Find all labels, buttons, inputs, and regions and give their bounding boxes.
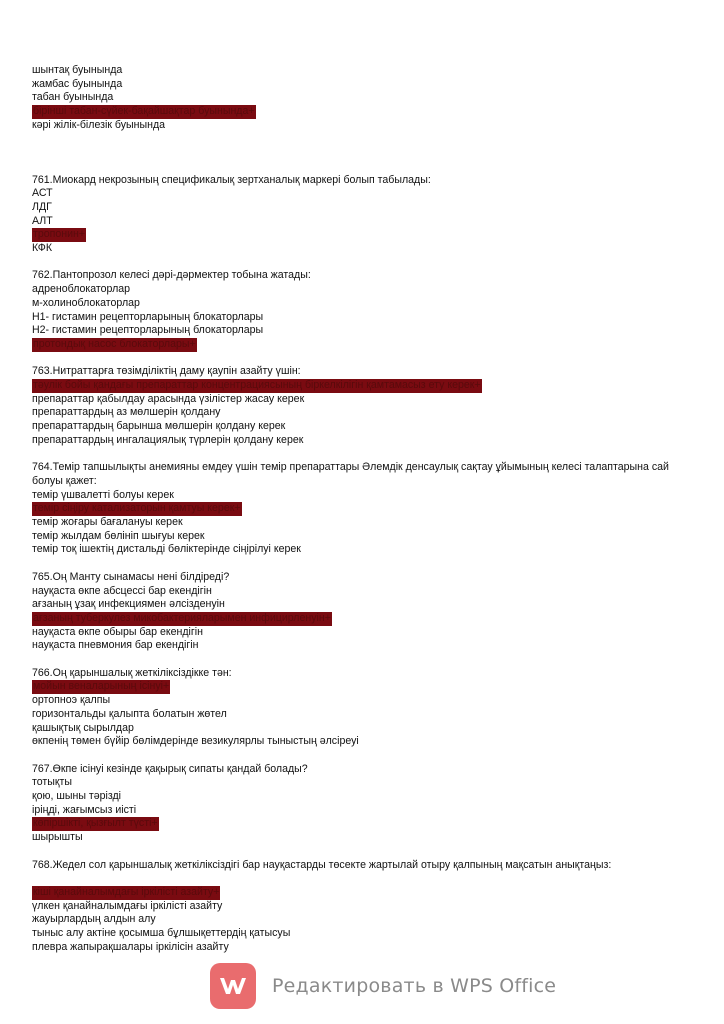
correct-answer-highlight: кіші қанайналымдағы іркілісті азайту+ (33, 885, 220, 898)
question-title: 768.Жедел сол қарыншалық жеткіліксіздігі бар науқастарды төсекте жартылай отыру қалпының мақсатын анықтаңыз: (32, 858, 612, 871)
option-line: темір жылдам бөлініп шығуы керек (32, 529, 205, 542)
option-line: темір жоғары бағалануы керек (32, 516, 183, 529)
option-line: ағзаның ұзақ инфекциямен әлсізденуін (32, 598, 225, 611)
option-line: ортопноэ қалпы (32, 694, 111, 707)
question-title: 767.Өкпе ісінуі кезінде қақырық сипаты қандай болады? (32, 762, 308, 775)
option-line: науқаста пневмония бар екендігін (32, 639, 199, 652)
question-766 (32, 667, 692, 749)
question-764 (32, 461, 692, 557)
correct-answer-highlight: ағзаның туберкулез микобактерияларымен инфицирленуін+ (33, 611, 331, 624)
wps-edit-label[interactable]: Редактировать в WPS Office (272, 975, 557, 997)
option-line: жамбас буынында (32, 77, 123, 90)
option-line-correct (32, 612, 692, 626)
option-line: плевра жапырақшалары іркілісін азайту (32, 940, 229, 953)
option-line: темір тоқ ішектің дистальді бөліктерінде сіңірілуі керек (32, 543, 301, 556)
question-762 (32, 269, 692, 351)
question-768 (32, 859, 692, 955)
correct-answer-highlight: мойын веналарының ісінуі+ (33, 680, 170, 693)
question-765 (32, 571, 692, 653)
option-line: КФК (32, 242, 53, 255)
option-line: шырышты (32, 831, 83, 844)
option-line: үлкен қанайналымдағы іркілісті азайту (32, 899, 223, 912)
option-line: шынтақ буынында (32, 64, 123, 76)
option-line-correct (32, 105, 692, 119)
correct-answer-highlight: бірінші табан-сүйек-бақайшақтар буынында+ (33, 105, 255, 118)
option-line: препараттар қабылдау арасында үзілістер жасау керек (32, 392, 305, 405)
question-763 (32, 365, 692, 447)
option-line: адреноблокаторлар (32, 283, 131, 296)
wps-logo-icon[interactable] (210, 963, 256, 1009)
option-line: іріңді, жағымсыз иісті (32, 803, 137, 816)
question-title: 765.Оң Манту сынамасы нені білдіреді? (32, 570, 230, 583)
option-line: ЛДГ (32, 200, 52, 213)
question-767 (32, 763, 692, 845)
document-page (32, 64, 692, 954)
option-line: өкпенің төмен бүйір бөлімдерінде везикулярлы тыныстың әлсіреуі (32, 735, 359, 748)
option-line: м-холиноблокаторлар (32, 296, 140, 309)
question-title: 766.Оң қарыншалық жеткіліксіздікке тән: (32, 666, 232, 679)
option-line: Н1- гистамин рецепторларының блокаторлары (32, 310, 264, 323)
option-line: АСТ (32, 187, 53, 200)
correct-answer-highlight: тәулік бойы қандағы препараттар концентрациясының біркелкілігін қамтамасыз ету керек+ (33, 379, 481, 392)
option-line: табан буынында (32, 91, 114, 104)
top-options (32, 64, 692, 133)
option-line: тотықты (32, 776, 72, 789)
correct-answer-highlight: тропонин+ (33, 228, 86, 241)
option-line: қою, шыны тәрізді (32, 790, 122, 803)
option-line-correct (32, 680, 692, 694)
correct-answer-highlight: протондық насос блокаторлары+ (33, 337, 196, 350)
option-line: тыныс алу актіне қосымша бұлшықеттердің қатысуы (32, 927, 291, 940)
option-line: науқаста өкпе абсцессі бар екендігін (32, 584, 212, 597)
option-line-correct (32, 228, 692, 242)
option-line-correct (32, 886, 692, 900)
option-line-correct (32, 502, 692, 516)
question-title: 764.Темір тапшылықты анемияны емдеу үшін темір препараттары Әлемдік денсаулық сақтау ұйымының келесі талаптарына сай болуы қажет: (32, 461, 669, 487)
option-line: науқаста өкпе обыры бар екендігін (32, 625, 203, 638)
option-line-correct (32, 817, 692, 831)
wps-edit-banner[interactable] (210, 958, 570, 1014)
correct-answer-highlight: темір сіңіру катализаторын қамтуы керек+ (33, 502, 241, 515)
option-line: кәрі жілік-білезік буынында (32, 118, 166, 131)
option-line: қашықтық сырылдар (32, 721, 134, 734)
correct-answer-highlight: көпіршікті, қызғылт түсті+ (33, 817, 158, 830)
option-line: темір үшвалетті болуы керек (32, 488, 174, 501)
option-line: горизонтальды қалыпта болатын жөтел (32, 707, 227, 720)
option-line-correct (32, 379, 692, 393)
option-line: АЛТ (32, 214, 53, 227)
option-line: препараттардың барынша мөлшерін қолдану керек (32, 420, 286, 433)
question-761 (32, 174, 692, 256)
option-line: жауырлардың алдын алу (32, 913, 156, 926)
option-line: Н2- гистамин рецепторларының блокаторлары (32, 324, 264, 337)
option-line-correct (32, 338, 692, 352)
question-title: 761.Миокард некрозының спецификалық зертханалық маркері болып табылады: (32, 173, 431, 186)
question-title: 762.Пантопрозол келесі дәрі-дәрмектер тобына жатады: (32, 269, 311, 282)
question-title: 763.Нитраттарға төзімділіктің даму қаупін азайту үшін: (32, 365, 301, 378)
option-line: препараттардың аз мөлшерін қолдану (32, 406, 221, 419)
option-line: препараттардың ингалациялық түрлерін қолдану керек (32, 433, 304, 446)
